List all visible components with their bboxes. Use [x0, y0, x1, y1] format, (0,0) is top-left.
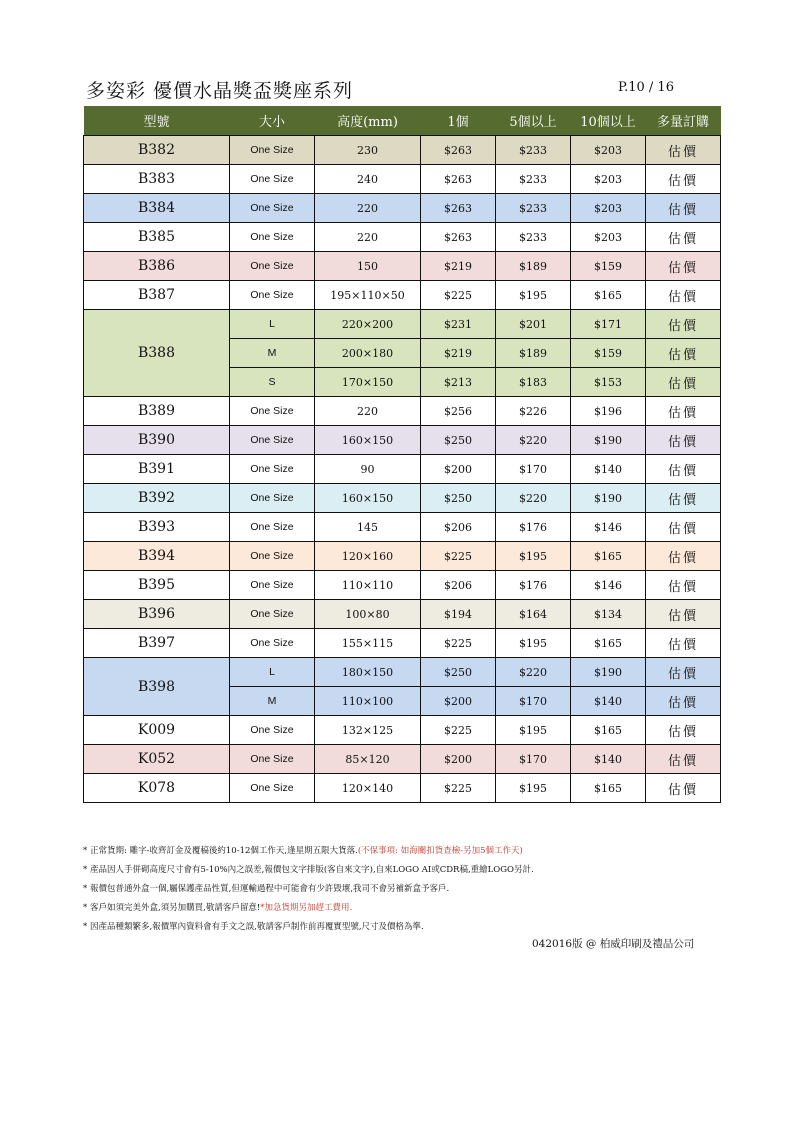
size-cell: One Size — [230, 136, 315, 165]
size-cell: One Size — [230, 281, 315, 310]
price-10-cell: $165 — [571, 774, 646, 803]
size-cell: L — [230, 658, 315, 687]
model-cell: B396 — [84, 600, 230, 629]
size-cell: One Size — [230, 194, 315, 223]
price-1-cell: $263 — [421, 165, 496, 194]
size-cell: One Size — [230, 774, 315, 803]
bulk-quote-cell: 估價 — [646, 165, 721, 194]
height-cell: 132×125 — [315, 716, 421, 745]
size-cell: One Size — [230, 513, 315, 542]
height-cell: 120×160 — [315, 542, 421, 571]
price-1-cell: $206 — [421, 571, 496, 600]
height-cell: 155×115 — [315, 629, 421, 658]
model-cell: K052 — [84, 745, 230, 774]
bulk-quote-cell: 估價 — [646, 368, 721, 397]
price-1-cell: $250 — [421, 426, 496, 455]
height-cell: 160×150 — [315, 484, 421, 513]
price-5-cell: $201 — [496, 310, 571, 339]
size-cell: One Size — [230, 223, 315, 252]
size-cell: One Size — [230, 397, 315, 426]
bulk-quote-cell: 估價 — [646, 745, 721, 774]
price-5-cell: $220 — [496, 658, 571, 687]
height-cell: 220×200 — [315, 310, 421, 339]
height-cell: 180×150 — [315, 658, 421, 687]
size-cell: One Size — [230, 165, 315, 194]
note-text: * 產品因人手併砌高度尺寸會有5-10%內之誤差,報價包文字排版(客自來文字),自來LOGO AI或CDR稿,重繪LOGO另計. — [83, 865, 534, 875]
price-5-cell: $176 — [496, 513, 571, 542]
price-5-cell: $195 — [496, 281, 571, 310]
model-cell: B383 — [84, 165, 230, 194]
height-cell: 220 — [315, 397, 421, 426]
table-row — [84, 658, 721, 687]
bulk-quote-cell: 估價 — [646, 223, 721, 252]
model-cell: B394 — [84, 542, 230, 571]
price-10-cell: $196 — [571, 397, 646, 426]
note-text: * 報價包普通外盒一個,屬保護產品性質,但運輸過程中可能會有少許毀壞,我司不會另補新盒予客戶. — [83, 884, 450, 894]
table-header — [84, 106, 721, 136]
price-5-cell: $164 — [496, 600, 571, 629]
price-5-cell: $189 — [496, 339, 571, 368]
note-warning-text: (不保事項: 如海關扣貨查檢-另加5個工作天) — [357, 846, 523, 856]
price-1-cell: $225 — [421, 281, 496, 310]
model-cell: B395 — [84, 571, 230, 600]
size-cell: One Size — [230, 455, 315, 484]
table-row — [84, 252, 721, 281]
price-1-cell: $213 — [421, 368, 496, 397]
price-1-cell: $250 — [421, 658, 496, 687]
price-5-cell: $195 — [496, 542, 571, 571]
table-row — [84, 745, 721, 774]
price-1-cell: $219 — [421, 252, 496, 281]
size-cell: One Size — [230, 252, 315, 281]
bulk-quote-cell: 估價 — [646, 339, 721, 368]
table-row — [84, 165, 721, 194]
price-10-cell: $146 — [571, 513, 646, 542]
bulk-quote-cell: 估價 — [646, 310, 721, 339]
column-header: 型號 — [84, 106, 230, 136]
size-cell: One Size — [230, 629, 315, 658]
price-10-cell: $203 — [571, 165, 646, 194]
model-cell: K078 — [84, 774, 230, 803]
price-1-cell: $263 — [421, 223, 496, 252]
price-5-cell: $195 — [496, 629, 571, 658]
model-cell: B382 — [84, 136, 230, 165]
page-number: P.10 / 16 — [618, 80, 674, 95]
price-10-cell: $203 — [571, 223, 646, 252]
price-10-cell: $159 — [571, 252, 646, 281]
bulk-quote-cell: 估價 — [646, 455, 721, 484]
price-10-cell: $165 — [571, 629, 646, 658]
model-cell: K009 — [84, 716, 230, 745]
table-row — [84, 629, 721, 658]
size-cell: One Size — [230, 484, 315, 513]
model-cell: B387 — [84, 281, 230, 310]
price-1-cell: $225 — [421, 542, 496, 571]
height-cell: 120×140 — [315, 774, 421, 803]
bulk-quote-cell: 估價 — [646, 252, 721, 281]
model-cell: B397 — [84, 629, 230, 658]
size-cell: One Size — [230, 716, 315, 745]
price-1-cell: $256 — [421, 397, 496, 426]
note-text: * 正常貨期: 雕字-收齊訂金及覆稿後約10-12個工作天,逢星期五限大貨落. — [83, 846, 358, 856]
price-1-cell: $200 — [421, 687, 496, 716]
note-line — [83, 861, 783, 880]
table-row — [84, 716, 721, 745]
column-header: 10個以上 — [571, 106, 646, 136]
price-10-cell: $140 — [571, 687, 646, 716]
price-10-cell: $159 — [571, 339, 646, 368]
price-10-cell: $190 — [571, 484, 646, 513]
height-cell: 200×180 — [315, 339, 421, 368]
price-5-cell: $226 — [496, 397, 571, 426]
table-body — [84, 136, 721, 803]
note-line — [83, 899, 783, 918]
height-cell: 110×110 — [315, 571, 421, 600]
price-10-cell: $134 — [571, 600, 646, 629]
height-cell: 240 — [315, 165, 421, 194]
model-cell: B389 — [84, 397, 230, 426]
column-header: 5個以上 — [496, 106, 571, 136]
size-cell: L — [230, 310, 315, 339]
price-10-cell: $190 — [571, 658, 646, 687]
price-1-cell: $225 — [421, 774, 496, 803]
page-title: 多姿彩 優價水晶獎盃獎座系列 — [86, 80, 354, 102]
height-cell: 90 — [315, 455, 421, 484]
price-10-cell: $165 — [571, 281, 646, 310]
price-10-cell: $140 — [571, 745, 646, 774]
bulk-quote-cell: 估價 — [646, 629, 721, 658]
note-line — [83, 842, 783, 861]
footer-copyright: 042016版 @ 柏威印刷及禮品公司 — [532, 938, 695, 950]
table-row — [84, 194, 721, 223]
table-row — [84, 600, 721, 629]
height-cell: 150 — [315, 252, 421, 281]
price-5-cell: $170 — [496, 745, 571, 774]
column-header: 1個 — [421, 106, 496, 136]
model-cell: B386 — [84, 252, 230, 281]
price-5-cell: $176 — [496, 571, 571, 600]
model-cell: B384 — [84, 194, 230, 223]
bulk-quote-cell: 估價 — [646, 194, 721, 223]
price-10-cell: $165 — [571, 716, 646, 745]
model-cell: B391 — [84, 455, 230, 484]
price-10-cell: $171 — [571, 310, 646, 339]
table-row — [84, 223, 721, 252]
bulk-quote-cell: 估價 — [646, 542, 721, 571]
price-10-cell: $153 — [571, 368, 646, 397]
model-cell: B393 — [84, 513, 230, 542]
size-cell: M — [230, 687, 315, 716]
price-5-cell: $233 — [496, 223, 571, 252]
bulk-quote-cell: 估價 — [646, 687, 721, 716]
price-5-cell: $183 — [496, 368, 571, 397]
bulk-quote-cell: 估價 — [646, 136, 721, 165]
price-5-cell: $233 — [496, 194, 571, 223]
bulk-quote-cell: 估價 — [646, 571, 721, 600]
size-cell: One Size — [230, 542, 315, 571]
table-row — [84, 774, 721, 803]
price-table — [83, 106, 721, 803]
table-row — [84, 455, 721, 484]
size-cell: S — [230, 368, 315, 397]
height-cell: 220 — [315, 194, 421, 223]
bulk-quote-cell: 估價 — [646, 397, 721, 426]
header-row — [84, 106, 721, 136]
note-text: * 客戶如須完美外盒,須另加購買,敬請客戶留意! — [83, 903, 261, 913]
price-10-cell: $203 — [571, 194, 646, 223]
price-10-cell: $146 — [571, 571, 646, 600]
table-row — [84, 397, 721, 426]
column-header: 多量訂購 — [646, 106, 721, 136]
height-cell: 195×110×50 — [315, 281, 421, 310]
bulk-quote-cell: 估價 — [646, 658, 721, 687]
price-1-cell: $231 — [421, 310, 496, 339]
price-1-cell: $200 — [421, 455, 496, 484]
column-header: 大小 — [230, 106, 315, 136]
price-5-cell: $220 — [496, 426, 571, 455]
price-1-cell: $250 — [421, 484, 496, 513]
table-row — [84, 310, 721, 339]
price-1-cell: $263 — [421, 136, 496, 165]
price-10-cell: $190 — [571, 426, 646, 455]
size-cell: M — [230, 339, 315, 368]
price-1-cell: $225 — [421, 629, 496, 658]
height-cell: 170×150 — [315, 368, 421, 397]
table-row — [84, 542, 721, 571]
price-10-cell: $203 — [571, 136, 646, 165]
price-5-cell: $189 — [496, 252, 571, 281]
bulk-quote-cell: 估價 — [646, 716, 721, 745]
note-text: * 因產品種類繁多,報價單內資料會有手文之誤,敬請客戶制作前再覆實型號,尺寸及價格為準. — [83, 922, 424, 932]
column-header: 高度(mm) — [315, 106, 421, 136]
price-1-cell: $263 — [421, 194, 496, 223]
price-1-cell: $206 — [421, 513, 496, 542]
price-1-cell: $219 — [421, 339, 496, 368]
price-5-cell: $170 — [496, 455, 571, 484]
table-row — [84, 281, 721, 310]
size-cell: One Size — [230, 600, 315, 629]
size-cell: One Size — [230, 426, 315, 455]
notes-section — [83, 842, 783, 937]
note-line — [83, 880, 783, 899]
price-1-cell: $194 — [421, 600, 496, 629]
bulk-quote-cell: 估價 — [646, 774, 721, 803]
note-line — [83, 918, 783, 937]
price-10-cell: $140 — [571, 455, 646, 484]
table-row — [84, 513, 721, 542]
height-cell: 110×100 — [315, 687, 421, 716]
bulk-quote-cell: 估價 — [646, 600, 721, 629]
height-cell: 160×150 — [315, 426, 421, 455]
note-warning-text: *加急貨期另加趕工費用. — [260, 903, 353, 913]
size-cell: One Size — [230, 745, 315, 774]
price-5-cell: $233 — [496, 165, 571, 194]
price-1-cell: $225 — [421, 716, 496, 745]
model-cell: B392 — [84, 484, 230, 513]
table-row — [84, 136, 721, 165]
bulk-quote-cell: 估價 — [646, 513, 721, 542]
bulk-quote-cell: 估價 — [646, 484, 721, 513]
height-cell: 85×120 — [315, 745, 421, 774]
height-cell: 100×80 — [315, 600, 421, 629]
price-10-cell: $165 — [571, 542, 646, 571]
height-cell: 145 — [315, 513, 421, 542]
table-row — [84, 484, 721, 513]
table-row — [84, 426, 721, 455]
model-cell: B388 — [84, 310, 230, 397]
model-cell: B385 — [84, 223, 230, 252]
bulk-quote-cell: 估價 — [646, 426, 721, 455]
model-cell: B398 — [84, 658, 230, 716]
price-5-cell: $195 — [496, 716, 571, 745]
bulk-quote-cell: 估價 — [646, 281, 721, 310]
price-5-cell: $195 — [496, 774, 571, 803]
price-1-cell: $200 — [421, 745, 496, 774]
height-cell: 220 — [315, 223, 421, 252]
height-cell: 230 — [315, 136, 421, 165]
model-cell: B390 — [84, 426, 230, 455]
price-5-cell: $220 — [496, 484, 571, 513]
price-5-cell: $170 — [496, 687, 571, 716]
table-row — [84, 571, 721, 600]
size-cell: One Size — [230, 571, 315, 600]
price-5-cell: $233 — [496, 136, 571, 165]
